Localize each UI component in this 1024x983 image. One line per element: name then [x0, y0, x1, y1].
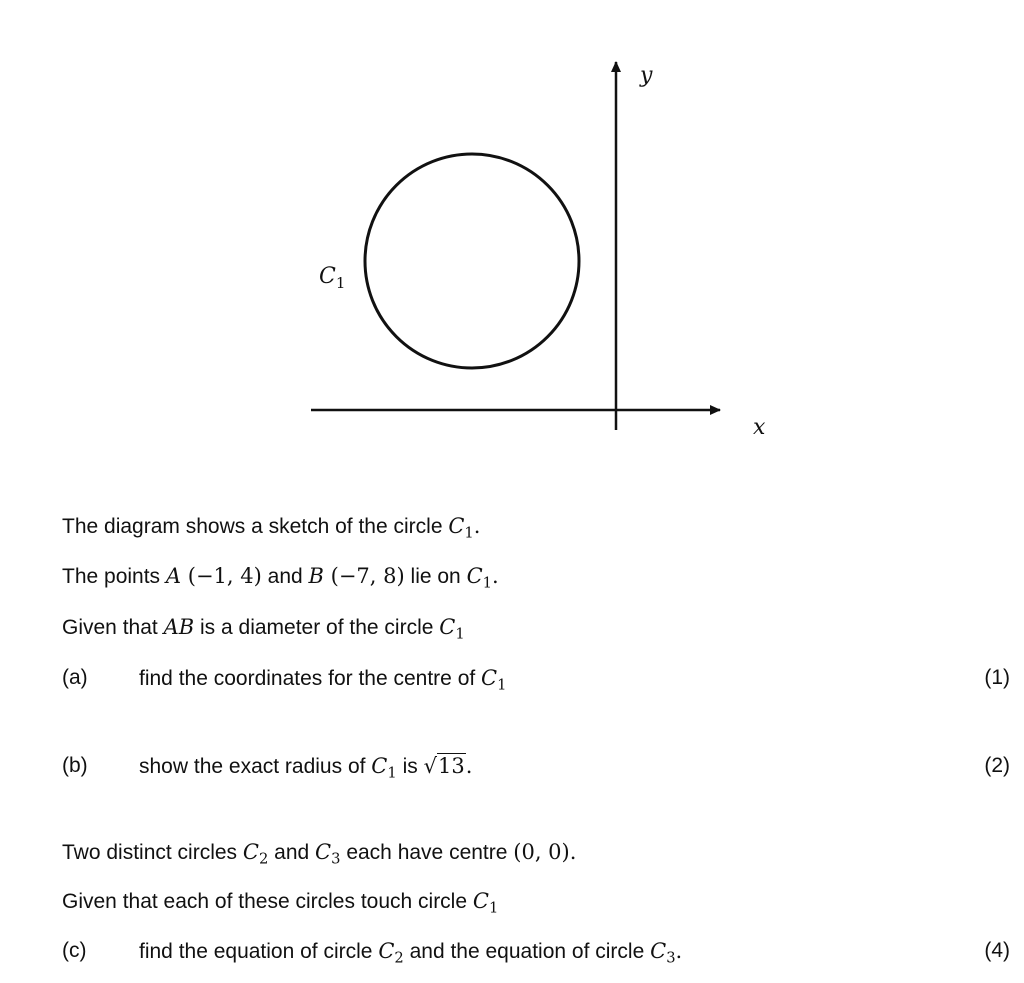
part-b-label: (b)	[62, 754, 88, 777]
part-a-text: find the coordinates for the centre of $C_1$	[139, 666, 507, 694]
circle-diagram	[0, 0, 1024, 480]
x-axis-label: x	[753, 415, 766, 440]
part-c-text: find the equation of circle $C_2$ and the equation of circle $C_3$.	[139, 939, 683, 967]
part-c-marks: (4)	[984, 939, 1010, 962]
part-b-text: show the exact radius of $C_1$ is √13.	[139, 754, 473, 782]
y-axis-label: y	[640, 63, 653, 88]
statement-line-4: Two distinct circles $C_2$ and $C_3$ each have centre (0, 0).	[62, 840, 577, 868]
circle-c1	[365, 154, 579, 368]
part-b-marks: (2)	[984, 754, 1010, 777]
statement-line-1: The diagram shows a sketch of the circle $C_1$.	[62, 514, 481, 542]
sqrt-13: √13	[423, 754, 465, 778]
statement-line-2: The points A (−1, 4) and B (−7, 8) lie on $C_1$.	[62, 564, 499, 592]
part-c-label: (c)	[62, 939, 87, 962]
statement-line-5: Given that each of these circles touch circle $C_1$	[62, 889, 499, 917]
statement-line-3: Given that AB is a diameter of the circle $C_1$	[62, 615, 465, 643]
circle-c1-label: $C_1$	[319, 264, 346, 292]
part-a-marks: (1)	[984, 666, 1010, 689]
part-a-label: (a)	[62, 666, 88, 689]
